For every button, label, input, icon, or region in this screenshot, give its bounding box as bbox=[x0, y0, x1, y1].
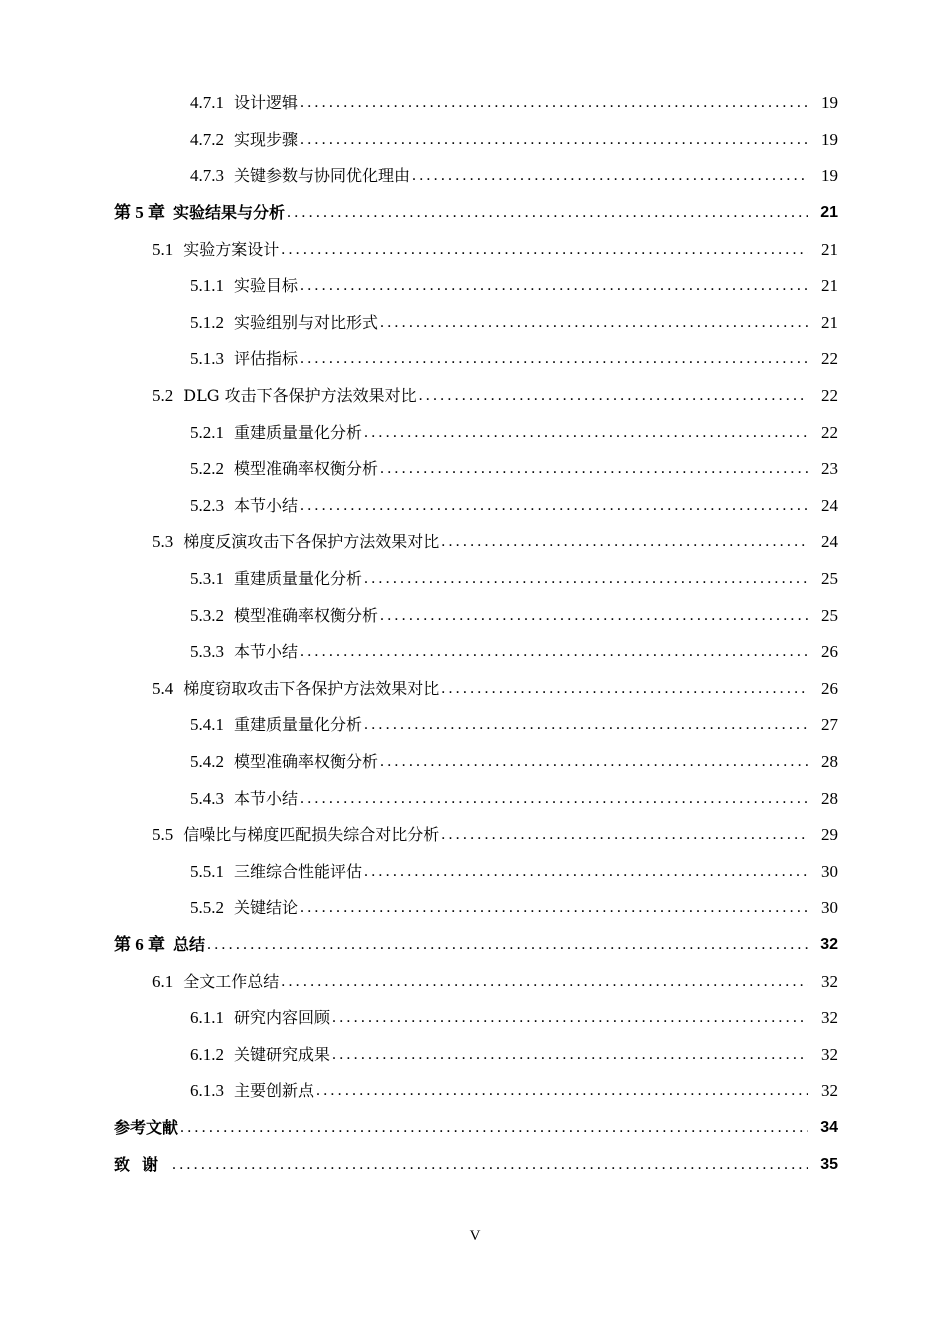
toc-entry-page: 29 bbox=[821, 825, 838, 845]
toc-entry-number: 6.1.3 bbox=[190, 1081, 224, 1101]
toc-entry-number: 5.2 bbox=[152, 386, 174, 406]
toc-entry-number: 第 6 章 bbox=[114, 934, 165, 954]
toc-entry-number: 5.1.3 bbox=[190, 349, 224, 369]
toc-entry-title: 模型准确率权衡分析 bbox=[234, 459, 379, 479]
toc-entry-title: 本节小结 bbox=[234, 788, 299, 808]
toc-entry-page: 22 bbox=[821, 386, 838, 406]
toc-entry[interactable] bbox=[0, 268, 950, 305]
toc-entry[interactable] bbox=[0, 378, 950, 415]
toc-entry-heading bbox=[190, 459, 378, 479]
toc-entry-number: 5.4.1 bbox=[190, 715, 224, 735]
toc-entry-page: 32 bbox=[821, 971, 838, 991]
toc-entry[interactable] bbox=[0, 158, 950, 195]
toc-entry-title: 重建质量量化分析 bbox=[234, 569, 363, 589]
toc-entry[interactable] bbox=[0, 890, 950, 927]
toc-entry[interactable] bbox=[0, 85, 950, 122]
dot-leader bbox=[300, 789, 808, 809]
toc-entry-heading bbox=[190, 642, 298, 662]
toc-entry-title: 研究内容回顾 bbox=[234, 1008, 331, 1028]
toc-entry-heading bbox=[190, 752, 378, 772]
toc-entry-page: 32 bbox=[821, 1044, 838, 1064]
dot-leader bbox=[281, 972, 808, 992]
toc-entry[interactable] bbox=[0, 1110, 950, 1147]
toc-entry-title: 本节小结 bbox=[234, 495, 299, 515]
dot-leader bbox=[441, 679, 808, 699]
toc-entry-heading bbox=[190, 130, 298, 150]
dot-leader bbox=[380, 606, 808, 626]
toc-entry-title: 重建质量量化分析 bbox=[234, 715, 363, 735]
dot-leader bbox=[172, 1155, 808, 1175]
toc-entry-title: 参考文献 bbox=[114, 1117, 179, 1137]
toc-entry-title: 实验结果与分析 bbox=[173, 203, 286, 223]
toc-entry[interactable] bbox=[0, 122, 950, 159]
toc-entry[interactable] bbox=[0, 1073, 950, 1110]
toc-entry-heading bbox=[152, 972, 279, 992]
dot-leader bbox=[316, 1081, 808, 1101]
toc-entry-page: 19 bbox=[821, 93, 838, 113]
page-number: V bbox=[469, 1228, 481, 1244]
toc-entry-heading bbox=[190, 789, 298, 809]
toc-entry-title: 梯度窃取攻击下各保护方法效果对比 bbox=[183, 678, 440, 698]
toc-entry[interactable] bbox=[0, 671, 950, 708]
toc-entry-page: 26 bbox=[821, 642, 838, 662]
toc-entry-number: 5.3.2 bbox=[190, 605, 224, 625]
toc-entry-page: 21 bbox=[821, 239, 838, 259]
toc-entry-title: 设计逻辑 bbox=[234, 93, 299, 113]
toc-entry-title: 总结 bbox=[173, 934, 206, 954]
toc-entry-heading bbox=[190, 276, 298, 296]
toc-entry-page: 21 bbox=[820, 204, 838, 222]
toc-entry-heading bbox=[190, 715, 362, 735]
toc-entry[interactable] bbox=[0, 817, 950, 854]
toc-entry-heading bbox=[152, 532, 439, 552]
toc-entry-number: 5.3.3 bbox=[190, 642, 224, 662]
dot-leader bbox=[380, 459, 808, 479]
toc-entry-heading bbox=[114, 1155, 170, 1175]
dot-leader bbox=[300, 496, 808, 516]
toc-entry-page: 32 bbox=[821, 1081, 838, 1101]
toc-entry[interactable] bbox=[0, 1036, 950, 1073]
toc-entry-title: 重建质量量化分析 bbox=[234, 422, 363, 442]
toc-entry-number: 5.2.1 bbox=[190, 422, 224, 442]
toc-entry-title: 关键参数与协同优化理由 bbox=[234, 166, 411, 186]
toc-entry-title: 模型准确率权衡分析 bbox=[234, 751, 379, 771]
toc-entry-heading bbox=[190, 898, 298, 918]
toc-entry-number: 第 5 章 bbox=[114, 203, 165, 223]
toc-entry-heading bbox=[190, 862, 362, 882]
dot-leader bbox=[380, 313, 808, 333]
dot-leader bbox=[300, 130, 808, 150]
toc-entry[interactable] bbox=[0, 744, 950, 781]
toc-entry-number: 5.5.2 bbox=[190, 898, 224, 918]
toc-entry-number: 5.1 bbox=[152, 239, 174, 259]
toc-entry-number: 5.1.2 bbox=[190, 312, 224, 332]
toc-entry-page: 34 bbox=[820, 1118, 838, 1136]
toc-entry-page: 24 bbox=[821, 532, 838, 552]
toc-entry-title: 全文工作总结 bbox=[183, 971, 280, 991]
toc-entry-title: 三维综合性能评估 bbox=[234, 861, 363, 881]
toc-entry-heading bbox=[190, 93, 298, 113]
toc-entry-heading bbox=[114, 203, 285, 223]
toc-entry[interactable] bbox=[0, 597, 950, 634]
toc-entry-page: 28 bbox=[821, 751, 838, 771]
toc-entry-title: 主要创新点 bbox=[234, 1081, 315, 1101]
dot-leader bbox=[300, 642, 808, 662]
toc-entry[interactable] bbox=[0, 451, 950, 488]
dot-leader bbox=[332, 1008, 808, 1028]
toc-entry[interactable] bbox=[0, 927, 950, 964]
toc-entry[interactable] bbox=[0, 634, 950, 671]
dot-leader bbox=[300, 276, 808, 296]
toc-entry-title: 评估指标 bbox=[234, 349, 299, 369]
toc-entry[interactable] bbox=[0, 780, 950, 817]
toc-entry-title: 关键结论 bbox=[234, 898, 299, 918]
toc-entry-title: 实现步骤 bbox=[234, 129, 299, 149]
toc-entry-page: 32 bbox=[821, 1008, 838, 1028]
toc-entry-number: 5.4.2 bbox=[190, 751, 224, 771]
toc-entry-title: 模型准确率权衡分析 bbox=[234, 605, 379, 625]
toc-entry-heading bbox=[152, 825, 439, 845]
dot-leader bbox=[281, 240, 808, 260]
toc-entry-page: 22 bbox=[821, 422, 838, 442]
toc-entry[interactable] bbox=[0, 488, 950, 525]
toc-entry[interactable] bbox=[0, 341, 950, 378]
toc-entry-page: 24 bbox=[821, 495, 838, 515]
dot-leader bbox=[300, 349, 808, 369]
dot-leader bbox=[300, 93, 808, 113]
toc-entry[interactable] bbox=[0, 963, 950, 1000]
toc-entry-number: 6.1.1 bbox=[190, 1008, 224, 1028]
toc-entry-number: 5.2.3 bbox=[190, 495, 224, 515]
dot-leader bbox=[412, 166, 808, 186]
toc-entry-number: 5.5.1 bbox=[190, 861, 224, 881]
toc-entry-page: 26 bbox=[821, 678, 838, 698]
toc-entry-number: 5.3 bbox=[152, 532, 174, 552]
toc-entry-title: 致谢 bbox=[114, 1154, 171, 1174]
toc-entry-heading bbox=[190, 1045, 330, 1065]
toc-entry-heading bbox=[190, 569, 362, 589]
toc-entry-number: 4.7.1 bbox=[190, 93, 224, 113]
toc-entry-heading bbox=[190, 606, 378, 626]
toc-entry-number: 5.3.1 bbox=[190, 569, 224, 589]
dot-leader bbox=[441, 825, 808, 845]
toc-entry-page: 21 bbox=[821, 276, 838, 296]
dot-leader bbox=[364, 569, 808, 589]
toc-entry-title: 实验组别与对比形式 bbox=[234, 312, 379, 332]
toc-entry-page: 19 bbox=[821, 166, 838, 186]
dot-leader bbox=[287, 203, 808, 223]
toc-entry[interactable] bbox=[0, 1000, 950, 1037]
toc-entry-page: 27 bbox=[821, 715, 838, 735]
toc-entry-heading bbox=[152, 679, 439, 699]
toc-entry-page: 35 bbox=[820, 1155, 838, 1173]
toc-entry-page: 30 bbox=[821, 861, 838, 881]
toc-entry-page: 22 bbox=[821, 349, 838, 369]
toc-entry-heading bbox=[190, 166, 410, 186]
dot-leader bbox=[419, 386, 808, 406]
toc-entry-page: 30 bbox=[821, 898, 838, 918]
toc-entry-heading bbox=[190, 1008, 330, 1028]
dot-leader bbox=[441, 532, 808, 552]
toc-entry[interactable] bbox=[0, 853, 950, 890]
toc-entry[interactable] bbox=[0, 195, 950, 232]
toc-entry-title: 实验目标 bbox=[234, 276, 299, 296]
toc-entry-title: 实验方案设计 bbox=[183, 239, 280, 259]
toc-entry-heading bbox=[190, 313, 378, 333]
dot-leader bbox=[207, 935, 808, 955]
toc-entry-page: 25 bbox=[821, 569, 838, 589]
dot-leader bbox=[380, 752, 808, 772]
toc-entry-number: 5.4 bbox=[152, 678, 174, 698]
toc-entry-number: 5.2.2 bbox=[190, 459, 224, 479]
toc-entry-number: 5.4.3 bbox=[190, 788, 224, 808]
toc-entry-heading bbox=[114, 1118, 178, 1138]
dot-leader bbox=[364, 715, 808, 735]
toc-entry-title: 梯度反演攻击下各保护方法效果对比 bbox=[183, 532, 440, 552]
toc-entry-page: 25 bbox=[821, 605, 838, 625]
toc-entry-title: 本节小结 bbox=[234, 642, 299, 662]
toc-entry[interactable] bbox=[0, 524, 950, 561]
toc-entry-number: 4.7.2 bbox=[190, 129, 224, 149]
toc-entry-heading bbox=[152, 386, 417, 406]
toc-entry-number: 5.1.1 bbox=[190, 276, 224, 296]
table-of-contents bbox=[0, 85, 950, 1183]
toc-entry-number: 5.5 bbox=[152, 825, 174, 845]
dot-leader bbox=[364, 423, 808, 443]
toc-entry-heading bbox=[190, 349, 298, 369]
toc-entry[interactable] bbox=[0, 707, 950, 744]
toc-entry-number: 4.7.3 bbox=[190, 166, 224, 186]
toc-entry[interactable] bbox=[0, 414, 950, 451]
toc-entry-page: 19 bbox=[821, 129, 838, 149]
toc-entry-heading bbox=[190, 423, 362, 443]
toc-entry-heading bbox=[114, 935, 205, 955]
toc-entry-title: DLG 攻击下各保护方法效果对比 bbox=[183, 386, 417, 406]
toc-entry-title: 信噪比与梯度匹配损失综合对比分析 bbox=[183, 825, 440, 845]
toc-entry-page: 28 bbox=[821, 788, 838, 808]
toc-entry-page: 23 bbox=[821, 459, 838, 479]
dot-leader bbox=[332, 1045, 808, 1065]
dot-leader bbox=[364, 862, 808, 882]
toc-entry-title: 关键研究成果 bbox=[234, 1044, 331, 1064]
toc-entry[interactable] bbox=[0, 1146, 950, 1183]
toc-entry-page: 32 bbox=[820, 935, 838, 953]
toc-entry[interactable] bbox=[0, 561, 950, 598]
dot-leader bbox=[300, 898, 808, 918]
toc-entry[interactable] bbox=[0, 231, 950, 268]
toc-entry-number: 6.1 bbox=[152, 971, 174, 991]
toc-entry-heading bbox=[152, 240, 279, 260]
toc-entry-page: 21 bbox=[821, 312, 838, 332]
toc-entry-heading bbox=[190, 1081, 314, 1101]
toc-entry-number: 6.1.2 bbox=[190, 1044, 224, 1064]
dot-leader bbox=[180, 1118, 808, 1138]
toc-entry[interactable] bbox=[0, 305, 950, 342]
toc-entry-heading bbox=[190, 496, 298, 516]
